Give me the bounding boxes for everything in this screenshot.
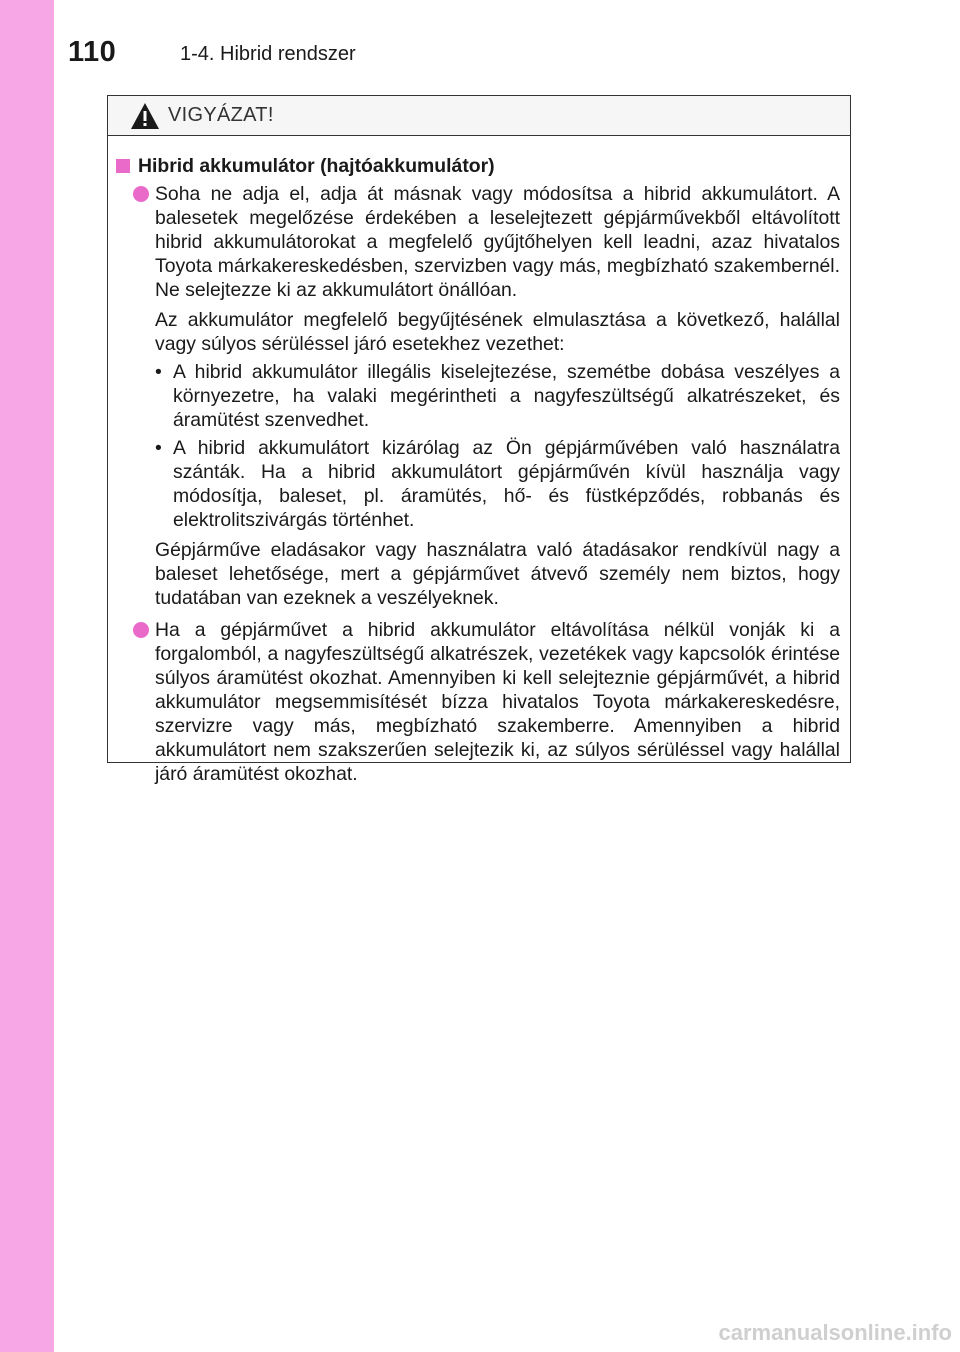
warning-box: [107, 95, 851, 785]
circle-bullet-icon: [133, 186, 149, 202]
sub-item-text: A hibrid akkumulátort kizárólag az Ön gépjárművében való használatra szánták. Ha a hibrid akkumulátort gépjárművén kívül használja vagy módosítja, baleset, pl. áramütés, hő- és füstképződés, robbanás és elektrolitszivárgás történhet.: [173, 437, 840, 531]
square-bullet-icon: [116, 159, 130, 173]
warning-content: [108, 136, 850, 786]
watermark: carmanualsonline.info: [718, 1320, 952, 1345]
warning-heading-text: Hibrid akkumulátor (hajtóakkumulátor): [138, 155, 495, 177]
sub-list-item: [155, 360, 840, 432]
dot-bullet: •: [155, 361, 162, 383]
warning-label: VIGYÁZAT!: [168, 104, 274, 126]
item-text: Ha a gépjárművet a hibrid akkumulátor eltávolítása nélkül vonják ki a forgalomból, a nagyfeszültségű alkatrészek, vezetékek vagy kapcsolók érintése súlyos áramütést okozhat. Amennyiben ki kell selejteznie gépjárművét, a hibrid akkumulátor megsemmisítését bízza hivatalos Toyota márkakereskedésre, szervizre vagy más, megbízható szakemberre. Amennyiben a hibrid akkumulátort nem szakszerűen selejtezik ki, az súlyos sérüléssel vagy halállal járó áramütést okozhat.: [155, 619, 840, 785]
list-item: [116, 182, 840, 610]
pink-sidebar: [0, 0, 54, 1352]
warning-header: [108, 96, 850, 136]
circle-bullet-icon: [133, 622, 149, 638]
page-number: 110: [68, 36, 117, 68]
warning-triangle-icon: [130, 102, 160, 130]
list-item: [116, 618, 840, 786]
dot-bullet: •: [155, 437, 162, 459]
sub-item-text: A hibrid akkumulátor illegális kiselejtezése, szemétbe dobása veszélyes a környezetre, ha valaki megérintheti a nagyfeszültségű alkatrészeket, és áramütést szenvedhet.: [173, 361, 840, 431]
paragraph: Az akkumulátor megfelelő begyűjtésének elmulasztása a következő, halállal vagy súlyos sérüléssel járó esetekhez vezethet:: [155, 309, 840, 355]
item-text: Soha ne adja el, adja át másnak vagy módosítsa a hibrid akkumulátort. A balesetek megelőzése érdekében a leselejtezett gépjárművekből eltávolított hibrid akkumulátorokat a megfelelő gyűjtőhelyen kell leadni, azaz hivatalos Toyota márkakereskedésben, szervizben vagy más, megbízható szakembernél. Ne selejtezze ki az akkumulátort önállóan.: [155, 183, 840, 301]
warning-heading: [116, 154, 840, 178]
sub-list-item: [155, 436, 840, 532]
section-title: 1-4. Hibrid rendszer: [180, 43, 356, 65]
paragraph: Gépjárműve eladásakor vagy használatra való átadásakor rendkívül nagy a baleset lehetősége, mert a gépjárművet átvevő személy nem biztos, hogy tudatában van ezeknek a veszélyeknek.: [155, 539, 840, 609]
